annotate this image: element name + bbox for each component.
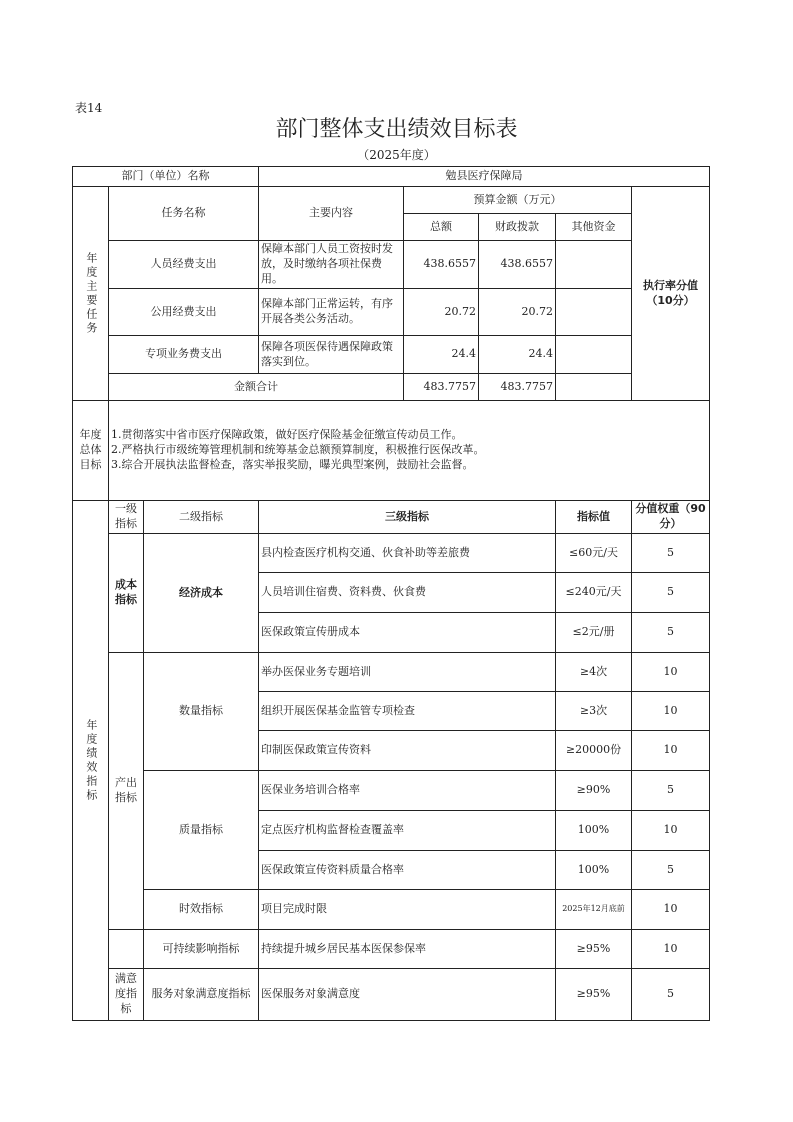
indicator-name: 项目完成时限: [259, 890, 556, 930]
h-level2: 二级指标: [144, 501, 259, 534]
sum-fiscal: 483.7757: [479, 374, 556, 401]
task-content: 保障本部门人员工资按时发放，及时缴纳各项社保费用。: [259, 241, 404, 289]
task-fiscal: 20.72: [479, 289, 556, 336]
dept-value: 勉县医疗保障局: [259, 167, 710, 187]
h-execution-rate: 执行率分值（10分）: [632, 187, 710, 401]
level2-sustainability: 可持续影响指标: [144, 930, 259, 969]
indicator-value: ≥20000份: [556, 731, 632, 771]
level1-empty: [109, 930, 144, 969]
task-other: [556, 336, 632, 374]
indicator-value: 2025年12月底前: [556, 890, 632, 930]
indicator-row: [73, 930, 710, 969]
h-fiscal: 财政拨款: [479, 214, 556, 241]
indicator-value: ≥95%: [556, 969, 632, 1021]
task-other: [556, 289, 632, 336]
indicator-name: 人员培训住宿费、资料费、伙食费: [259, 573, 556, 613]
indicator-value: ≤60元/天: [556, 534, 632, 573]
h-total: 总额: [404, 214, 479, 241]
task-total: 20.72: [404, 289, 479, 336]
indicator-value: ≤2元/册: [556, 613, 632, 653]
dept-label: 部门（单位）名称: [73, 167, 259, 187]
h-content: 主要内容: [259, 187, 404, 241]
h-value: 指标值: [556, 501, 632, 534]
level2-quantity: 数量指标: [144, 653, 259, 771]
h-level3: 三级指标: [259, 501, 556, 534]
h-weight: 分值权重（90分）: [632, 501, 710, 534]
h-task-name: 任务名称: [109, 187, 259, 241]
indicator-weight: 10: [632, 692, 710, 731]
sum-label: 金额合计: [109, 374, 404, 401]
indicator-value: 100%: [556, 851, 632, 890]
indicator-name: 医保服务对象满意度: [259, 969, 556, 1021]
indicator-weight: 10: [632, 731, 710, 771]
level2-timeliness: 时效指标: [144, 890, 259, 930]
h-budget: 预算金额（万元）: [404, 187, 632, 214]
goal-line: 2.严格执行市级统筹管理机制和统筹基金总额预算制度，积极推行医保改革。: [111, 443, 485, 457]
indicator-weight: 5: [632, 573, 710, 613]
level2-service-satisfaction: 服务对象满意度指标: [144, 969, 259, 1021]
indicator-value: ≤240元/天: [556, 573, 632, 613]
indicator-name: 县内检查医疗机构交通、伙食补助等差旅费: [259, 534, 556, 573]
task-row: [73, 241, 710, 289]
indicator-weight: 10: [632, 811, 710, 851]
sum-total: 483.7757: [404, 374, 479, 401]
indicator-row: [73, 969, 710, 1021]
indicator-row: [73, 890, 710, 930]
indicator-value: ≥3次: [556, 692, 632, 731]
indicator-name: 举办医保业务专题培训: [259, 653, 556, 692]
indicator-row: [73, 534, 710, 573]
task-fiscal: 24.4: [479, 336, 556, 374]
level1-output: 产出指标: [109, 653, 144, 930]
indicator-weight: 5: [632, 771, 710, 811]
indicator-row: [73, 653, 710, 692]
table-number: 表14: [75, 101, 103, 115]
indicator-name: 医保政策宣传册成本: [259, 613, 556, 653]
indicator-weight: 5: [632, 613, 710, 653]
indicator-name: 定点医疗机构监督检查覆盖率: [259, 811, 556, 851]
indicator-name: 持续提升城乡居民基本医保参保率: [259, 930, 556, 969]
indicator-weight: 10: [632, 930, 710, 969]
goal-line: 3.综合开展执法监督检查，落实举报奖励，曝光典型案例，鼓励社会监督。: [111, 457, 474, 471]
level2-quality: 质量指标: [144, 771, 259, 890]
task-row: [73, 336, 710, 374]
indicator-weight: 5: [632, 969, 710, 1021]
indicator-row: [73, 771, 710, 811]
indicator-weight: 5: [632, 851, 710, 890]
task-fiscal: 438.6557: [479, 241, 556, 289]
task-row: [73, 289, 710, 336]
indicator-weight: 10: [632, 890, 710, 930]
task-total: 438.6557: [404, 241, 479, 289]
task-content: 保障各项医保待遇保障政策落实到位。: [259, 336, 404, 374]
indicator-weight: 10: [632, 653, 710, 692]
h-other: 其他资金: [556, 214, 632, 241]
indicator-weight: 5: [632, 534, 710, 573]
indicator-value: ≥90%: [556, 771, 632, 811]
tasks-section-label: 年度主要任务: [73, 187, 109, 401]
indicators-section-label: 年度绩效指标: [73, 501, 109, 1021]
task-name: 专项业务费支出: [109, 336, 259, 374]
indicator-value: 100%: [556, 811, 632, 851]
indicator-name: 印制医保政策宣传资料: [259, 731, 556, 771]
goals-label: 年度总体目标: [73, 401, 109, 501]
level1-cost: 成本指标: [109, 534, 144, 653]
task-other: [556, 241, 632, 289]
goals-text: [109, 401, 710, 501]
page-title: 部门整体支出绩效目标表: [275, 117, 518, 142]
level2-economic-cost: 经济成本: [144, 534, 259, 653]
sum-other: [556, 374, 632, 401]
performance-table: [72, 166, 710, 1021]
task-content: 保障本部门正常运转，有序开展各类公务活动。: [259, 289, 404, 336]
indicator-name: 医保业务培训合格率: [259, 771, 556, 811]
task-total: 24.4: [404, 336, 479, 374]
h-level1: 一级指标: [109, 501, 144, 534]
indicator-name: 医保政策宣传资料质量合格率: [259, 851, 556, 890]
year-subtitle: （2025年度）: [357, 148, 436, 162]
task-name: 人员经费支出: [109, 241, 259, 289]
indicator-name: 组织开展医保基金监管专项检查: [259, 692, 556, 731]
indicator-value: ≥95%: [556, 930, 632, 969]
level1-satisfaction: 满意度指标: [109, 969, 144, 1021]
indicator-value: ≥4次: [556, 653, 632, 692]
goal-line: 1.贯彻落实中省市医疗保障政策，做好医疗保险基金征缴宣传动员工作。: [111, 428, 463, 442]
task-name: 公用经费支出: [109, 289, 259, 336]
